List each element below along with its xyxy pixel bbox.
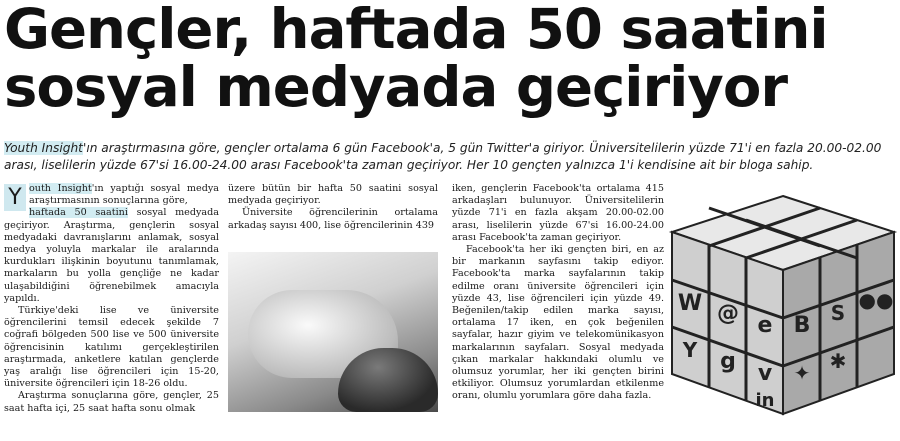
headline-line-1: Gençler, haftada 50 saatini xyxy=(4,0,828,61)
paragraph: iken, gençlerin Facebook'ta ortalama 415 arkadaşları bulunuyor. Üniversitelilerin yüzde 71'i en fazla akşam 20.00-02.00 arası, liselilerin yüzde 67'si 16.00-24.00 arası Facebook'ta zaman geçiriyor. xyxy=(452,183,664,243)
drop-cap: Y xyxy=(4,184,26,211)
yelp-icon: ✱ xyxy=(829,349,847,373)
vimeo-icon: v xyxy=(757,361,773,386)
lead-paragraph xyxy=(4,140,894,174)
key-highlight: haftada 50 saatini xyxy=(29,207,128,219)
paragraph: Facebook'ta her iki gençten biri, en az bir markanın sayfasını takip ediyor. Facebook'ta marka sayfalarının takip edilme oranı üniversite öğrencileri için yüzde 43, lise öğrencileri için yüzde 49. Beğenilen/takip edilen marka sayısı, ortalama 17 iken, en çok beğenilen sayfalar, hazır giyim ve telekomünikasyon markalarının sayfaları. Sosyal medyada çıkan markalar hakkındaki olumlu ve olumsuz yorumlar, her iki gençten birini etkiliyor. Olumsuz yorumlardan etkilenme oranı, olumlu yorumlara göre daha fazla. xyxy=(452,244,664,402)
google-icon: g xyxy=(720,349,736,374)
social-media-rubiks-cube xyxy=(668,192,898,418)
wordpress-icon: W xyxy=(677,291,703,316)
lead-highlight: Youth Insight xyxy=(4,141,83,155)
share-icon: e xyxy=(757,313,773,338)
hand-on-mouse-photo xyxy=(228,252,438,412)
blogger-icon: B xyxy=(793,313,811,338)
paragraph: Üniversite öğrencilerinin ortalama arkadaş sayısı 400, lise öğrencilerinin 439 xyxy=(228,207,438,231)
source-highlight: outh Insight xyxy=(29,183,92,194)
headline-line-2: sosyal medyada geçiriyor xyxy=(4,55,788,119)
flickr-icon: ●● xyxy=(858,288,894,312)
lead-text: 'ın araştırmasına göre, gençler ortalama 6 gün Facebook'a, 5 gün Twitter'a giriyor. Üniversitelilerin yüzde 71'i en fazla 20.00-02.00 arası, liselilerin yüzde 67'si 16.00-24.00 arası Facebook'ta zaman geçiriyor. Her 10 gençten yalnızca 1'i kendisine ait bir bloga sahip. xyxy=(4,141,882,172)
paragraph: üzere bütün bir hafta 50 saatini sosyal medyada geçiriyor. xyxy=(228,183,438,207)
paragraph: Türkiye'deki lise ve üniversite öğrencilerini temsil edecek şekilde 7 coğrafi bölgeden 500 lise ve 500 üniversite öğrencisinin katılımı gerçekleştirilen araştırmada, anketlere katılan gençlerde yaş aralığı lise öğrencileri için 15-20, üniversite öğrencileri için 18-26 oldu. xyxy=(4,305,219,390)
paragraph-text: 'ın yaptığı sosyal medya araştırmasının sonuçlarına göre, xyxy=(29,183,219,207)
article-column-3 xyxy=(452,183,664,403)
paragraph-text: sosyal medyada geçiriyor. Araştırma, gençlerin sosyal medyadaki davranışlarını anlamak, sosyal medya yoluyla markalar ile aralarında kurdukları ilişkinin boyutunu tanımlamak, markaların bu yolla gençliğe ne kadar ulaşabildiğini öğrenebilmek amacıyla yapıldı. xyxy=(4,207,219,304)
digg-icon: Y xyxy=(682,338,698,362)
linkedin-icon: in xyxy=(755,390,775,411)
paragraph: Araştırma sonuçlarına göre, gençler, 25 saat hafta içi, 25 saat hafta sonu olmak xyxy=(4,390,219,414)
article-column-1 xyxy=(4,183,219,415)
headline xyxy=(4,0,900,119)
delicious-icon: ✦ xyxy=(793,361,811,385)
article-column-2 xyxy=(228,183,438,232)
paragraph xyxy=(4,183,219,305)
email-icon: @ xyxy=(717,301,739,326)
skype-icon: S xyxy=(830,301,846,325)
